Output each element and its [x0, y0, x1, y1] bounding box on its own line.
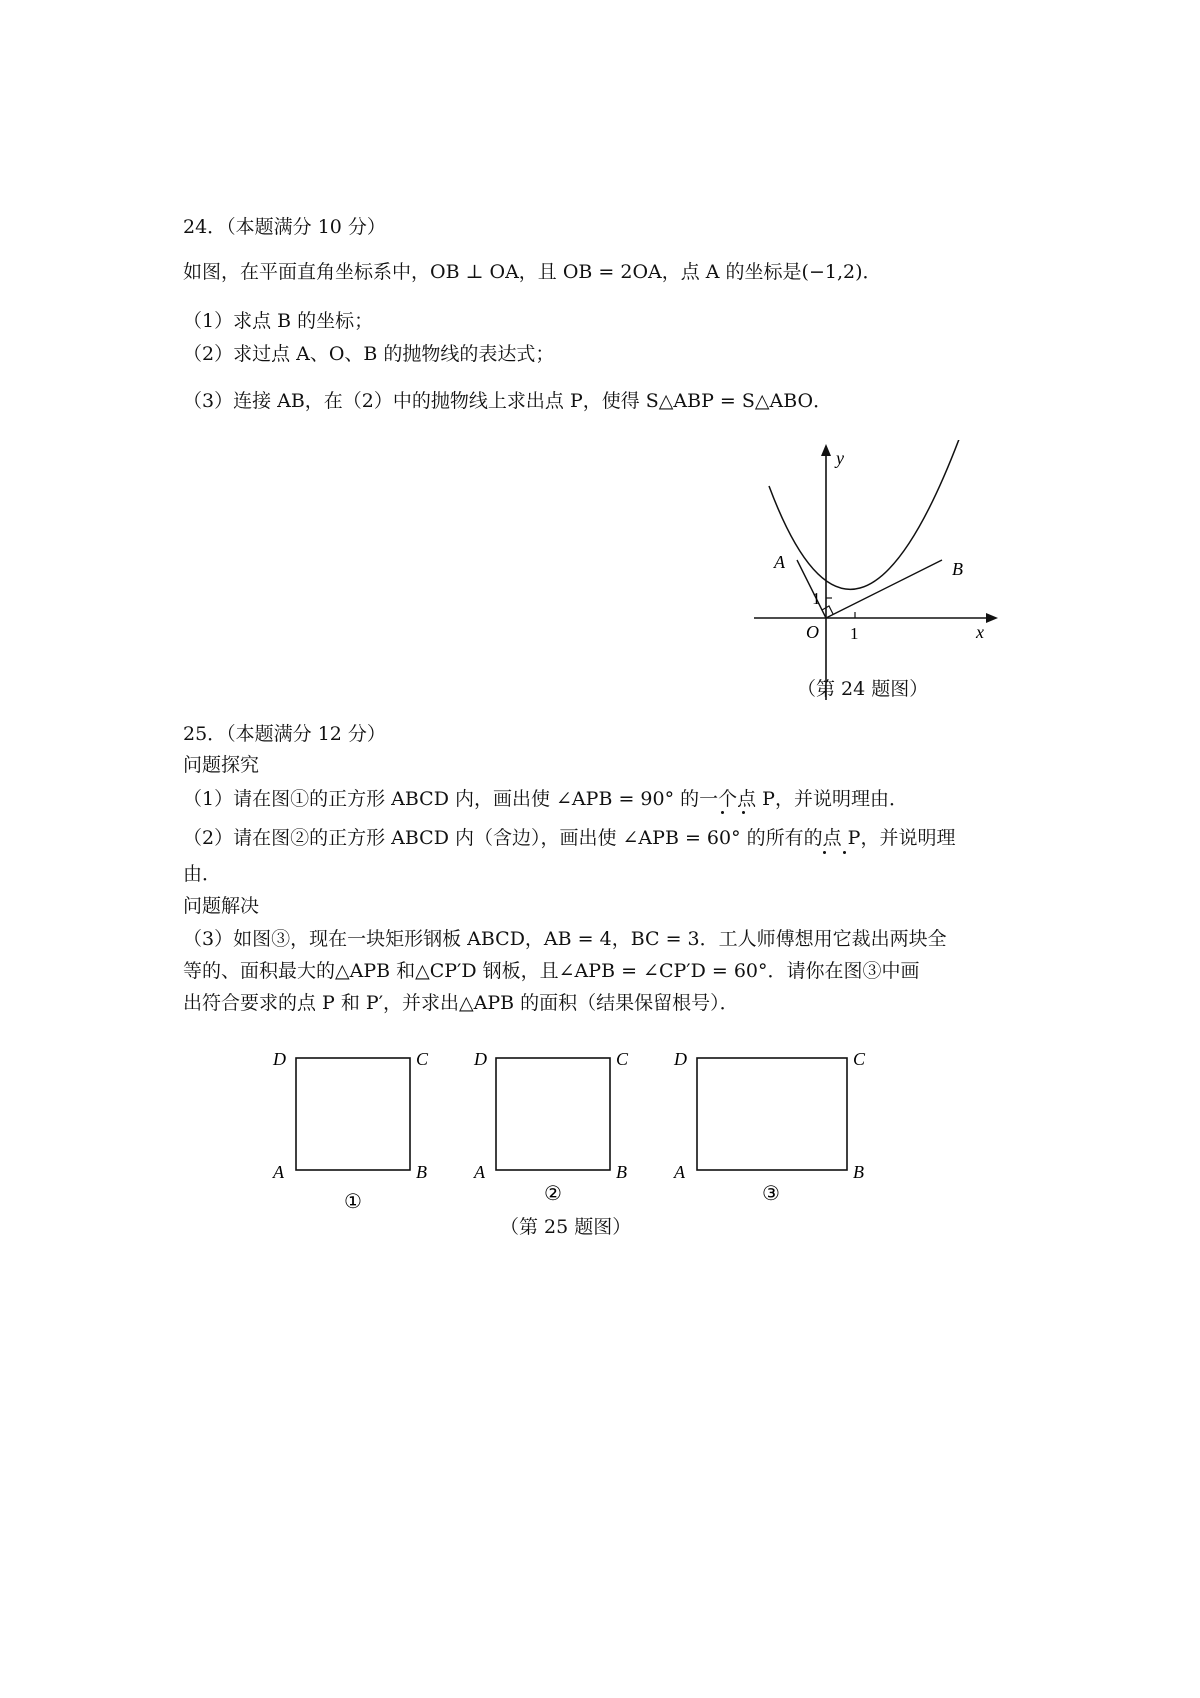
label-B: B — [952, 559, 963, 579]
fig2-label-D: D — [474, 1049, 487, 1069]
fig3-label-D: D — [674, 1049, 687, 1069]
fig3-label-C: C — [853, 1049, 866, 1069]
q25-figure-caption: （第 25 题图） — [500, 1216, 632, 1238]
emphasis-dot — [823, 851, 826, 854]
q25-heading: 25．（本题满分 12 分） — [183, 723, 386, 745]
fig2-label-B: B — [616, 1162, 627, 1182]
label-1-y: 1 — [812, 589, 821, 608]
q25-part3-line3: 出符合要求的点 P 和 P′，并求出△APB 的面积（结果保留根号）． — [183, 992, 739, 1014]
q24-heading: 24．（本题满分 10 分） — [183, 216, 386, 238]
fig2-label-A: A — [474, 1162, 485, 1182]
q25-part3-line2: 等的、面积最大的△APB 和△CP′D 钢板，且∠APB = ∠CP′D = 60°．请你在图③中画 — [183, 960, 920, 982]
emphasis-dot — [721, 811, 724, 814]
q25-part3-line1: （3）如图③，现在一块矩形钢板 ABCD，AB = 4，BC = 3．工人师傅想用它裁出两块全 — [183, 928, 947, 950]
q25-part1: （1）请在图①的正方形 ABCD 内，画出使 ∠APB = 90° 的一个点 P，并说明理由． — [183, 788, 908, 810]
square-2 — [496, 1058, 610, 1170]
fig1-label-A: A — [273, 1162, 284, 1182]
x-axis-arrow — [986, 613, 998, 623]
fig2-number: ② — [544, 1183, 562, 1205]
fig1-label-D: D — [273, 1049, 286, 1069]
q25-part2-line1: （2）请在图②的正方形 ABCD 内（含边），画出使 ∠APB = 60° 的所有的点 P，并说明理 — [183, 827, 956, 849]
label-1-x: 1 — [850, 624, 859, 643]
y-axis-arrow — [821, 444, 831, 456]
parabola — [769, 440, 961, 589]
q24-figure-caption: （第 24 题图） — [797, 678, 929, 700]
fig2-label-C: C — [616, 1049, 629, 1069]
label-y: y — [836, 448, 844, 468]
fig3-number: ③ — [762, 1183, 780, 1205]
q25-part2-line2: 由． — [183, 863, 222, 885]
rectangle-3 — [697, 1058, 847, 1170]
q24-part2: （2）求过点 A、O、B 的抛物线的表达式； — [183, 343, 555, 365]
q24-figure — [748, 440, 1008, 710]
square-1 — [296, 1058, 410, 1170]
q24-intro: 如图，在平面直角坐标系中，OB ⊥ OA，且 OB = 2OA，点 A 的坐标是(−1,2)． — [183, 261, 882, 283]
label-x: x — [976, 622, 984, 642]
fig1-number: ① — [344, 1191, 362, 1213]
q24-part3: （3）连接 AB，在（2）中的抛物线上求出点 P，使得 S△ABP = S△ABO． — [183, 390, 833, 412]
label-A: A — [774, 552, 785, 572]
q25-section-solve: 问题解决 — [183, 895, 260, 917]
q24-part1: （1）求点 B 的坐标； — [183, 310, 374, 332]
emphasis-dot — [742, 811, 745, 814]
q25-section-explore: 问题探究 — [183, 754, 260, 776]
q25-figures — [260, 1040, 900, 1230]
fig1-label-C: C — [416, 1049, 429, 1069]
fig1-label-B: B — [416, 1162, 427, 1182]
label-O: O — [806, 622, 819, 642]
fig3-label-B: B — [853, 1162, 864, 1182]
fig3-label-A: A — [674, 1162, 685, 1182]
emphasis-dot — [843, 851, 846, 854]
